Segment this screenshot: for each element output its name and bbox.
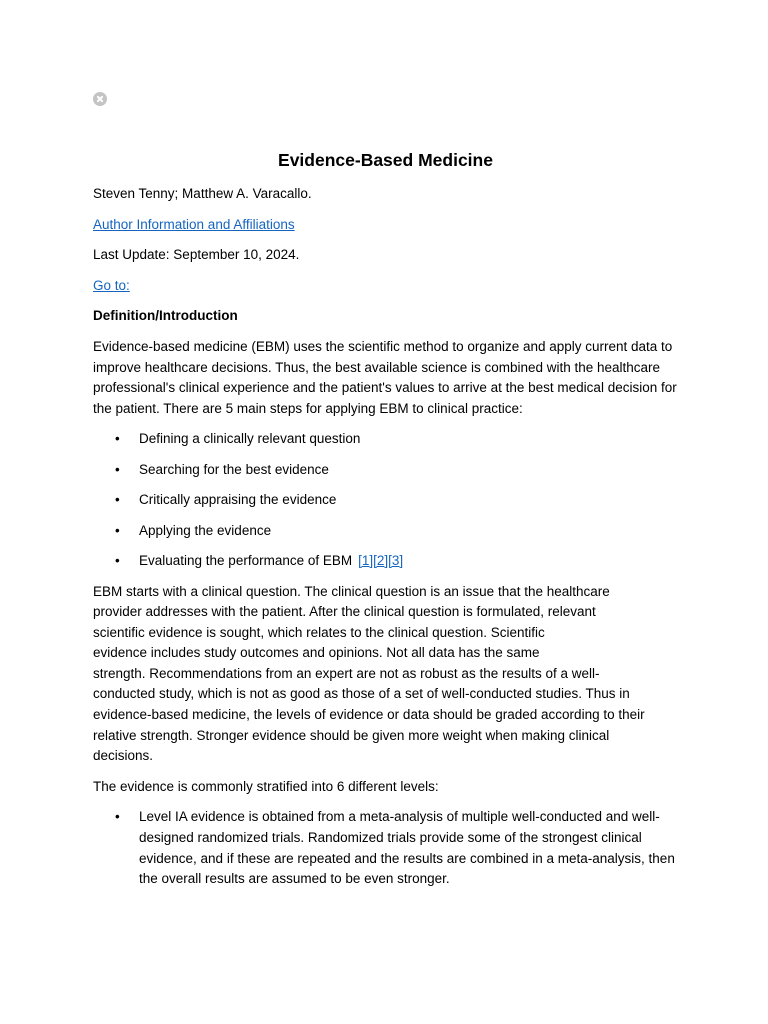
paragraph-line: scientific evidence is sought, which relates to the clinical question. Scientific xyxy=(93,624,545,640)
list-item: • Searching for the best evidence xyxy=(93,460,678,481)
last-update: Last Update: September 10, 2024. xyxy=(93,247,300,263)
close-icon[interactable] xyxy=(93,92,107,106)
citation-links xyxy=(358,553,403,568)
steps-list xyxy=(93,429,678,571)
list-item: • Applying the evidence xyxy=(93,521,678,542)
paragraph-line: decisions. xyxy=(93,748,154,764)
list-item: • Evaluating the performance of EBM [1][2][3] xyxy=(93,551,678,572)
paragraph-line: strength. Recommendations from an expert are not as robust as the results of a well- xyxy=(93,665,600,681)
citation-link-3[interactable]: [3] xyxy=(388,552,404,568)
citation-link-1[interactable]: [1] xyxy=(358,552,374,568)
page-title: Evidence-Based Medicine xyxy=(278,150,493,170)
section-heading: Definition/Introduction xyxy=(93,308,238,324)
evidence-paragraph xyxy=(93,582,678,767)
article xyxy=(93,148,678,900)
paragraph-line: relative strength. Stronger evidence should be given more weight when making clinical xyxy=(93,727,610,743)
author-info-link[interactable]: Author Information and Affiliations xyxy=(93,216,295,232)
paragraph-line: evidence includes study outcomes and opinions. Not all data has the same xyxy=(93,645,540,661)
citation-link-2[interactable]: [2] xyxy=(373,552,389,568)
levels-intro: The evidence is commonly stratified into 6 different levels: xyxy=(93,778,439,794)
authors: Steven Tenny; Matthew A. Varacallo. xyxy=(93,186,312,201)
levels-list xyxy=(93,807,678,889)
paragraph-line: provider addresses with the patient. After the clinical question is formulated, relevant xyxy=(93,604,596,620)
list-item: • Defining a clinically relevant question xyxy=(93,429,678,450)
paragraph-line: EBM starts with a clinical question. The clinical question is an issue that the healthcare xyxy=(93,583,610,599)
intro-paragraph: Evidence-based medicine (EBM) uses the scientific method to organize and apply current data to improve healthcare decisions. Thus, the best available science is combined with the healthcare professional's clinical experience and the patient's values to arrive at the best medical decision for the patient. There are 5 main steps for applying EBM to clinical practice: xyxy=(93,338,677,416)
goto-link[interactable]: Go to: xyxy=(93,277,130,293)
list-item: • Level IA evidence is obtained from a meta-analysis of multiple well-conducted and well-designed randomized trials. Randomized trials provide some of the strongest clinical evidence, and if these are repeated and the results are combined in a meta-analysis, then the overall results are assumed to be even stronger. xyxy=(93,807,678,889)
paragraph-line: conducted study, which is not as good as those of a set of well-conducted studies. Thus in xyxy=(93,686,630,702)
list-item: • Critically appraising the evidence xyxy=(93,490,678,511)
paragraph-line: evidence-based medicine, the levels of evidence or data should be graded according to their xyxy=(93,707,645,723)
